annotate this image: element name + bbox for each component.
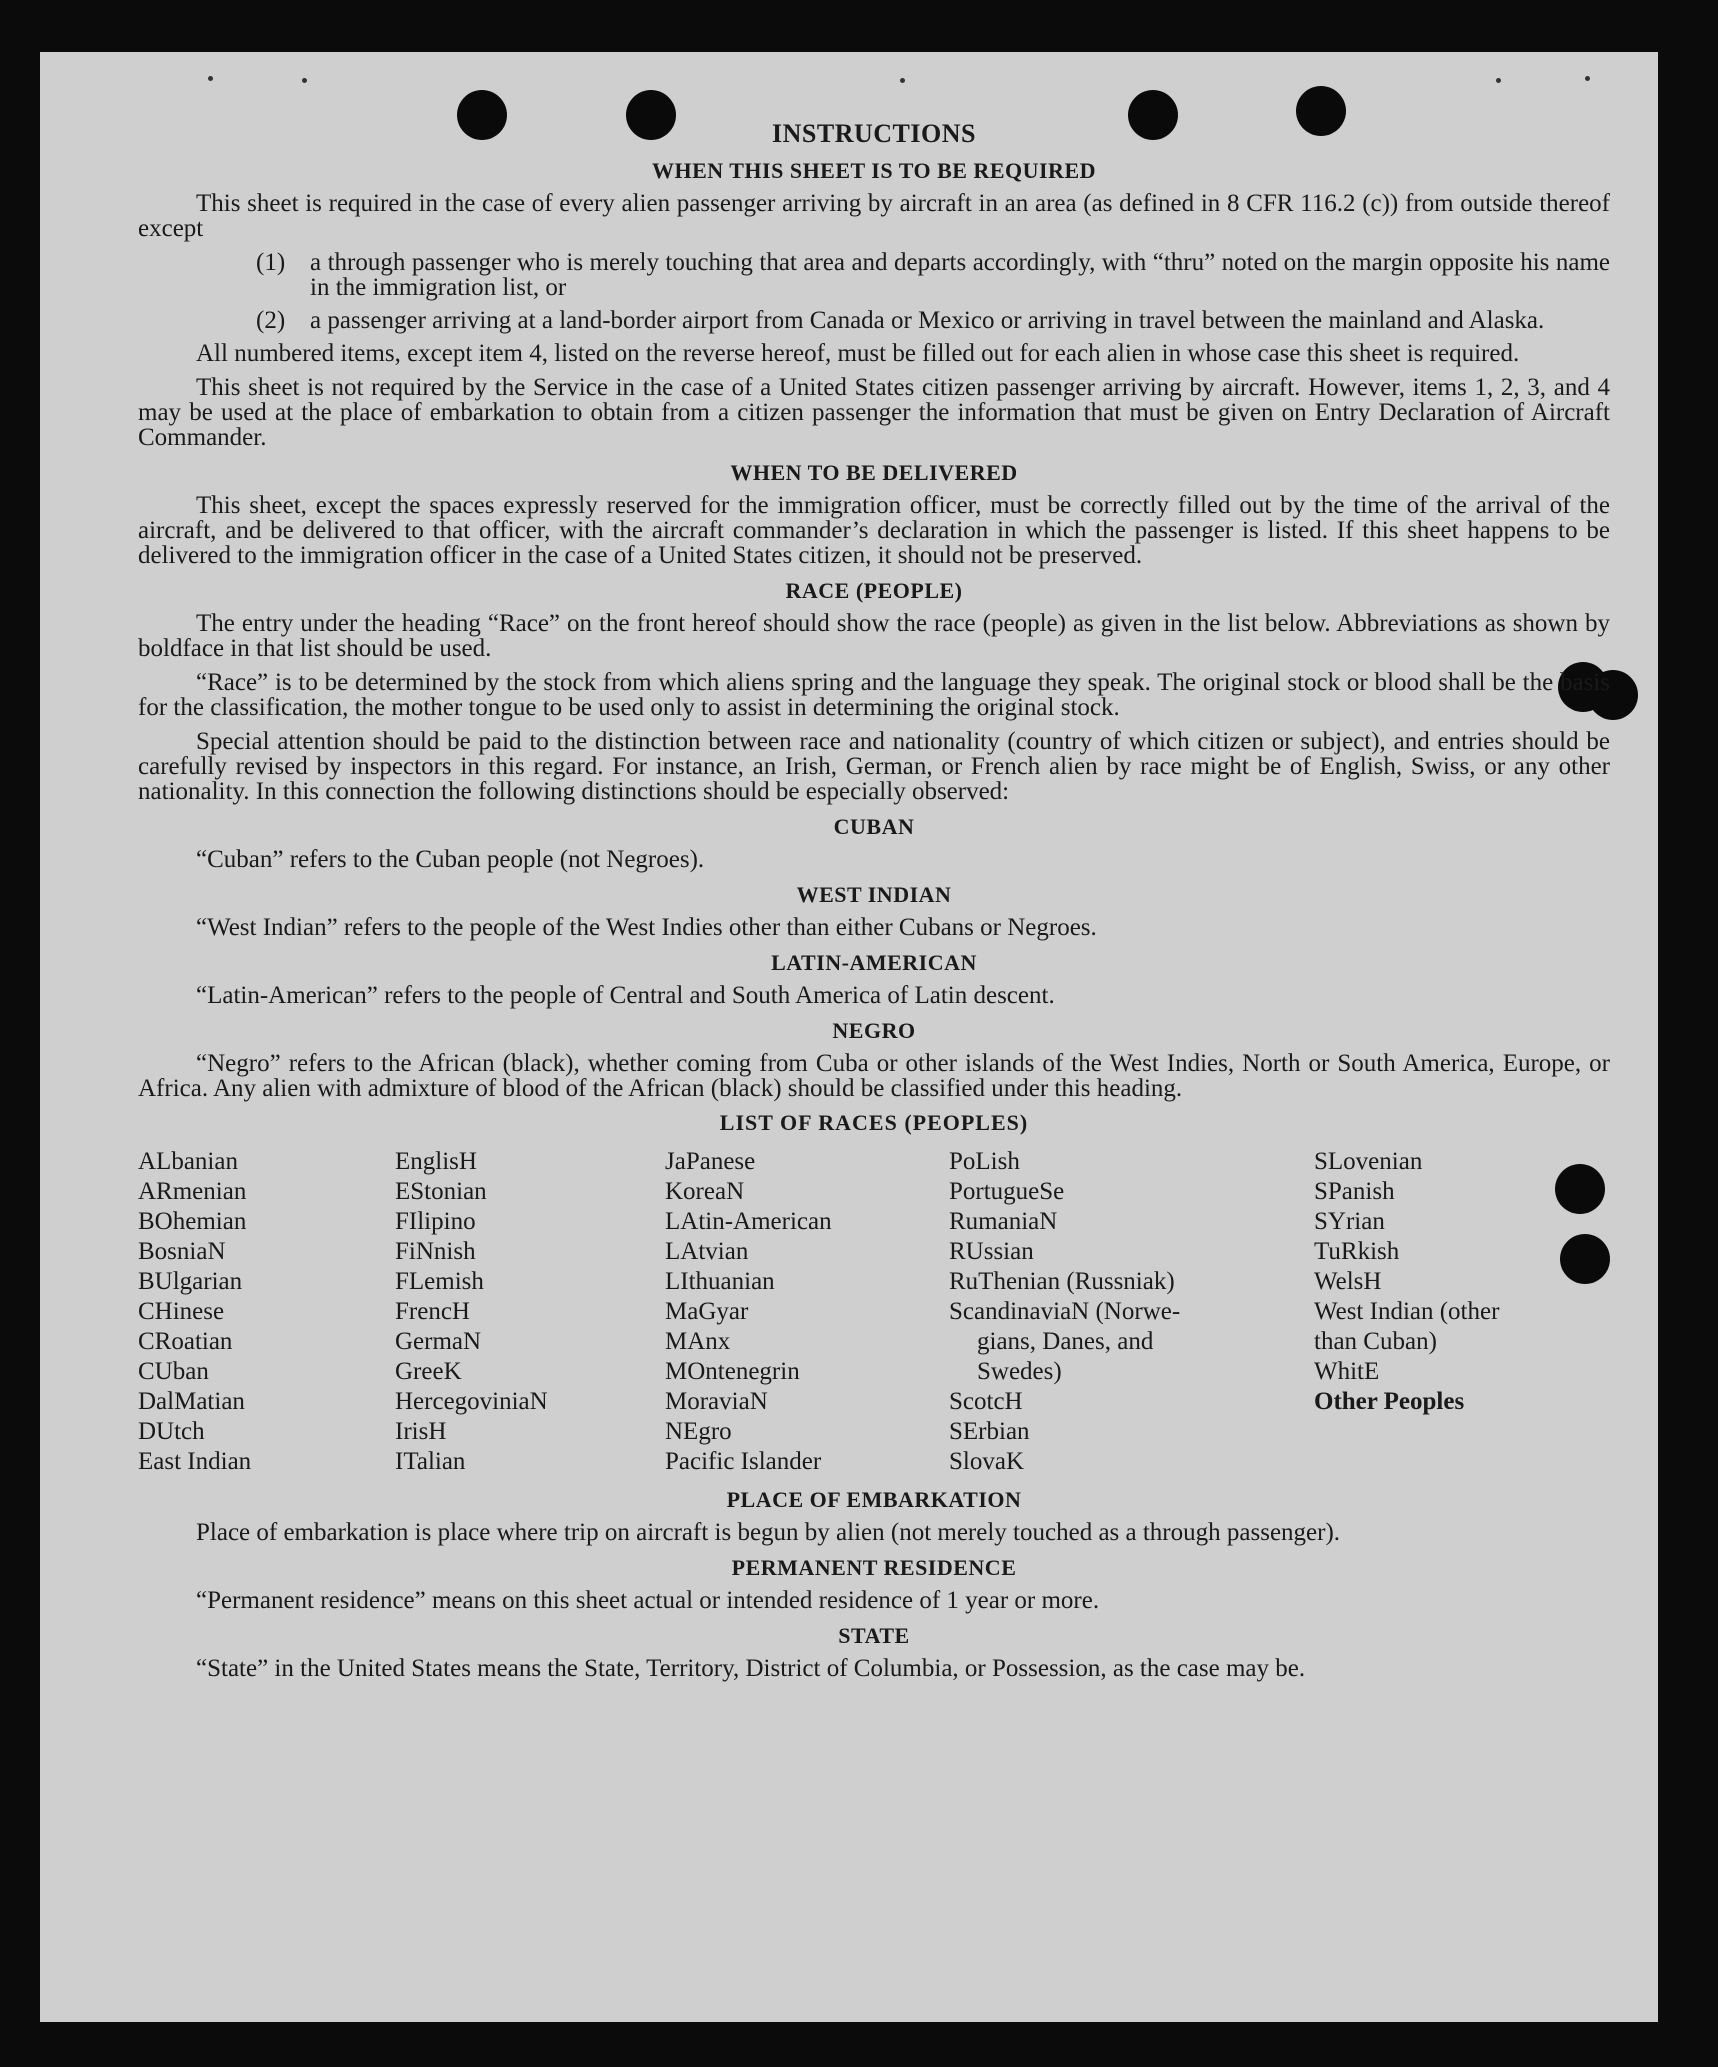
race-entry: BOhemian: [138, 1208, 247, 1235]
race-entry: FrencH: [395, 1298, 470, 1325]
race-entry: LIthuanian: [665, 1268, 775, 1295]
subsection-heading: CUBAN: [833, 814, 915, 839]
paragraph: Special attention should be paid to the distinction between race and nationality (country of which citizen or subject), and entries should be carefully revised by inspectors in this regard. For instance, an Irish, German, or French alien by race might be of English, Swiss, or any other nationality. In this connection the following distinctions should be especially observed:: [138, 728, 1610, 805]
races-column: [665, 1147, 949, 1477]
section-heading: WHEN THIS SHEET IS TO BE REQUIRED: [651, 158, 1097, 183]
race-entry: MoraviaN: [665, 1388, 768, 1415]
race-entry: IrisH: [395, 1418, 447, 1445]
race-entry: gians, Danes, and: [977, 1328, 1154, 1355]
race-entry: EnglisH: [395, 1148, 477, 1175]
paragraph: “Permanent residence” means on this sheet actual or intended residence of 1 year or more.: [196, 1587, 1100, 1614]
races-column: [1314, 1147, 1604, 1477]
exception-item: [256, 308, 1610, 333]
race-entry: CUban: [138, 1358, 209, 1385]
race-entry: BUlgarian: [138, 1268, 243, 1295]
item-number: (1): [256, 249, 286, 276]
race-entry: LAtin-American: [665, 1208, 832, 1235]
paper-speck: [208, 76, 213, 81]
race-entry: SErbian: [949, 1418, 1030, 1445]
race-entry: West Indian (other: [1314, 1298, 1500, 1325]
race-entry: Swedes): [977, 1358, 1062, 1385]
race-entry: HercegoviniaN: [395, 1388, 548, 1415]
race-entry: FiNnish: [395, 1238, 476, 1265]
item-number: (2): [256, 307, 286, 334]
race-entry: BosniaN: [138, 1238, 226, 1265]
paragraph: “Race” is to be determined by the stock from which aliens spring and the language they speak. The original stock or blood shall be the basis for the classification, the mother tongue to be used only to assist in determining the original stock.: [138, 669, 1610, 721]
race-entry: MaGyar: [665, 1298, 749, 1325]
race-entry: FIlipino: [395, 1208, 476, 1235]
race-entry: CRoatian: [138, 1328, 233, 1355]
race-entry: ALbanian: [138, 1148, 238, 1175]
race-entry: KoreaN: [665, 1178, 745, 1205]
race-entry: PortugueSe: [949, 1178, 1065, 1205]
race-entry: Pacific Islander: [665, 1448, 822, 1475]
race-entry: SLovenian: [1314, 1148, 1423, 1175]
paper-speck: [1585, 76, 1590, 81]
race-entry: RUssian: [949, 1238, 1034, 1265]
race-entry: Other Peoples: [1314, 1388, 1465, 1415]
subsection-heading: NEGRO: [832, 1018, 916, 1043]
race-entry: DalMatian: [138, 1388, 245, 1415]
paragraph: All numbered items, except item 4, listed on the reverse hereof, must be filled out for each alien in whose case this sheet is required.: [196, 340, 1520, 367]
section-heading: PERMANENT RESIDENCE: [731, 1555, 1017, 1580]
race-entry: RuThenian (Russniak): [949, 1268, 1175, 1295]
race-entry: TuRkish: [1314, 1238, 1400, 1265]
race-entry: WelsH: [1314, 1268, 1382, 1295]
race-entry: CHinese: [138, 1298, 225, 1325]
race-entry: FLemish: [395, 1268, 484, 1295]
paragraph: “State” in the United States means the State, Territory, District of Columbia, or Possession, as the case may be.: [196, 1655, 1306, 1682]
instructions-body: [138, 121, 1610, 1690]
page-title: INSTRUCTIONS: [772, 119, 976, 148]
paper-speck: [302, 78, 307, 83]
paragraph: The entry under the heading “Race” on the front hereof should show the race (people) as given in the list below. Abbreviations as shown by boldface in that list should be used.: [138, 610, 1610, 662]
race-entry: PoLish: [949, 1148, 1020, 1175]
race-entry: GreeK: [395, 1358, 462, 1385]
section-heading: PLACE OF EMBARKATION: [726, 1487, 1022, 1512]
paragraph: This sheet is required in the case of every alien passenger arriving by aircraft in an area (as defined in 8 CFR 116.2 (c)) from outside thereof except: [138, 190, 1610, 242]
subsection-heading: LATIN-AMERICAN: [771, 950, 977, 975]
paper-speck: [900, 78, 905, 83]
race-entry: GermaN: [395, 1328, 482, 1355]
race-entry: MAnx: [665, 1328, 731, 1355]
race-entry: DUtch: [138, 1418, 205, 1445]
race-entry: LAtvian: [665, 1238, 749, 1265]
race-entry: ARmenian: [138, 1178, 247, 1205]
race-entry: NEgro: [665, 1418, 732, 1445]
race-entry: SlovaK: [949, 1448, 1024, 1475]
definition-text: “West Indian” refers to the people of the West Indies other than either Cubans or Negroes.: [196, 914, 1097, 941]
race-entry: East Indian: [138, 1448, 252, 1475]
definition-text: “Negro” refers to the African (black), whether coming from Cuba or other islands of the West Indies, North or South America, Europe, or Africa. Any alien with admixture of blood of the African (black) should be classified under this heading.: [138, 1050, 1610, 1102]
list-heading: LIST OF RACES (PEOPLES): [719, 1110, 1029, 1135]
race-entry: than Cuban): [1314, 1328, 1437, 1355]
item-text: a through passenger who is merely touching that area and departs accordingly, with “thru” noted on the margin opposite his name in the immigration list, or: [310, 249, 1610, 301]
section-heading: STATE: [838, 1623, 910, 1648]
paper-speck: [1496, 78, 1501, 83]
race-entry: WhitE: [1314, 1358, 1380, 1385]
races-column: [395, 1147, 665, 1477]
exception-item: [256, 250, 1610, 300]
race-entry: ScotcH: [949, 1388, 1023, 1415]
section-heading: RACE (PEOPLE): [785, 578, 963, 603]
race-entry: RumaniaN: [949, 1208, 1058, 1235]
race-entry: SPanish: [1314, 1178, 1395, 1205]
paragraph: Place of embarkation is place where trip on aircraft is begun by alien (not merely touched as a through passenger).: [196, 1519, 1341, 1546]
paragraph: This sheet is not required by the Service in the case of a United States citizen passenger arriving by aircraft. However, items 1, 2, 3, and 4 may be used at the place of embarkation to obtain from a citizen passenger the information that must be given on Entry Declaration of Aircraft Commander.: [138, 374, 1610, 451]
race-entry: JaPanese: [665, 1148, 756, 1175]
definition-text: “Cuban” refers to the Cuban people (not Negroes).: [196, 846, 705, 873]
races-list: [138, 1147, 1610, 1477]
section-heading: WHEN TO BE DELIVERED: [730, 460, 1018, 485]
race-entry: ITalian: [395, 1448, 466, 1475]
item-text: a passenger arriving at a land-border airport from Canada or Mexico or arriving in travel between the mainland and Alaska.: [310, 307, 1545, 334]
subsection-heading: WEST INDIAN: [796, 882, 952, 907]
paragraph: This sheet, except the spaces expressly reserved for the immigration officer, must be correctly filled out by the time of the arrival of the aircraft, and be delivered to that officer, with the aircraft commander’s declaration in which the passenger is listed. If this sheet happens to be delivered to the immigration officer in the case of a United States citizen, it should not be preserved.: [138, 492, 1610, 569]
races-column: [949, 1147, 1314, 1477]
races-column: [138, 1147, 395, 1477]
race-entry: SYrian: [1314, 1208, 1385, 1235]
race-entry: ScandinaviaN (Norwe-: [949, 1298, 1181, 1325]
race-entry: MOntenegrin: [665, 1358, 800, 1385]
definition-text: “Latin-American” refers to the people of Central and South America of Latin descent.: [196, 982, 1055, 1009]
instruction-sheet: [40, 52, 1658, 2022]
race-entry: EStonian: [395, 1178, 487, 1205]
